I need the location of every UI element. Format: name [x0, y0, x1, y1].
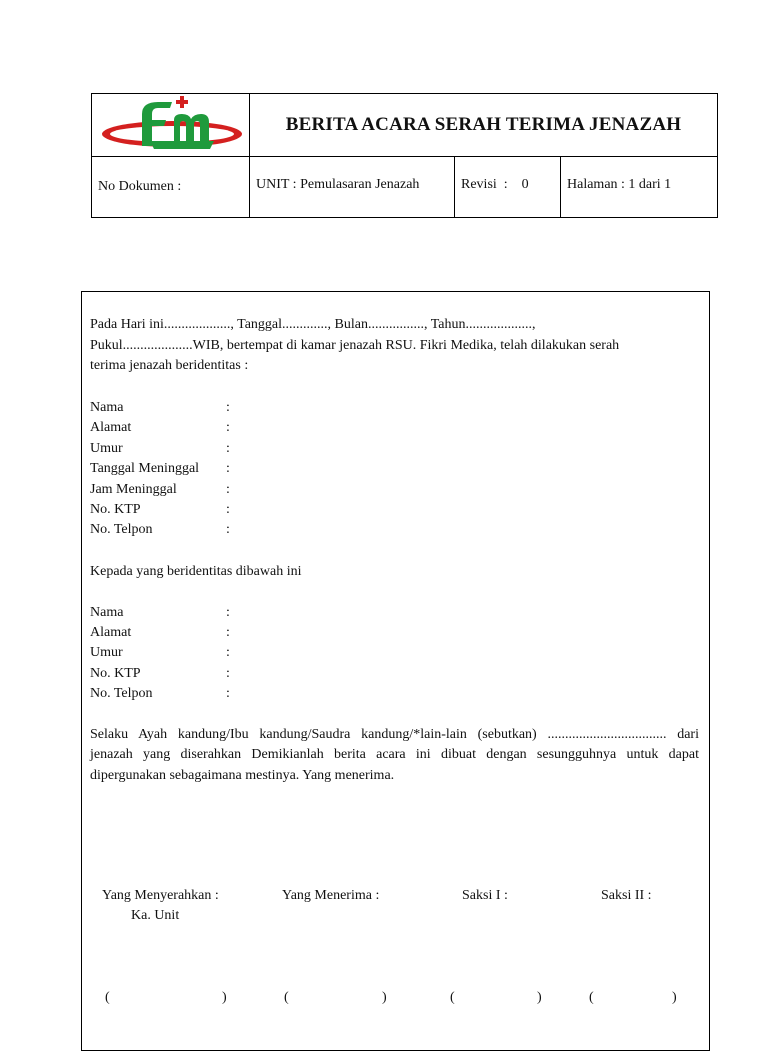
- signature-paren-open: (: [589, 990, 594, 1005]
- field-label: Tanggal Meninggal: [90, 461, 200, 476]
- field-colon: :: [226, 502, 230, 517]
- field-colon: :: [226, 686, 230, 701]
- document-title-cell: [250, 94, 717, 156]
- signature-paren-close: ): [672, 990, 677, 1005]
- field-label: No. Telpon: [90, 522, 153, 537]
- intro-line-3: terima jenazah beridentitas :: [90, 358, 249, 373]
- field-colon: :: [226, 666, 230, 681]
- field-colon: :: [226, 400, 230, 415]
- receiver-intro: Kepada yang beridentitas dibawah ini: [90, 564, 302, 579]
- field-label: No. Telpon: [90, 686, 153, 701]
- intro-line-1: Pada Hari ini..................., Tanggal............., Bulan................, Tahun...................,: [90, 317, 536, 332]
- relation-line-2: jenazah yang diserahkan Demikianlah berita acara ini dibuat dengan sesungguhnya untuk dapat: [90, 747, 699, 762]
- field-colon: :: [226, 645, 230, 660]
- signature-paren-open: (: [105, 990, 110, 1005]
- relation-line-3: dipergunakan sebagaimana mestinya. Yang menerima.: [90, 768, 395, 783]
- field-label: Umur: [90, 441, 123, 456]
- field-colon: :: [226, 441, 230, 456]
- field-label: Alamat: [90, 625, 132, 640]
- signature-label-saksi-1: Saksi I :: [462, 888, 508, 903]
- relation-line-1: Selaku Ayah kandung/Ibu kandung/Saudra kandung/*lain-lain (sebutkan) .................................. dari: [90, 727, 699, 742]
- document-header: [91, 93, 718, 218]
- header-row-title: [92, 94, 717, 157]
- signature-paren-close: ): [382, 990, 387, 1005]
- halaman-label: Halaman : 1 dari 1: [567, 177, 672, 192]
- signature-label-saksi-2: Saksi II :: [601, 888, 652, 903]
- revisi-label: [455, 157, 561, 218]
- form-frame: [81, 291, 710, 1051]
- field-label: No. KTP: [90, 502, 141, 517]
- signature-paren-close: ): [537, 990, 542, 1005]
- field-colon: :: [226, 420, 230, 435]
- field-label: Umur: [90, 645, 123, 660]
- revisi-text: Revisi : 0: [461, 177, 529, 192]
- signature-paren-open: (: [284, 990, 289, 1005]
- signature-sub-ka-unit: Ka. Unit: [131, 908, 180, 923]
- field-label: Nama: [90, 605, 124, 620]
- hospital-logo: [92, 94, 250, 156]
- signature-paren-close: ): [222, 990, 227, 1005]
- field-label: No. KTP: [90, 666, 141, 681]
- field-label: Jam Meninggal: [90, 482, 177, 497]
- no-dokumen: No Dokumen :: [92, 157, 250, 218]
- field-colon: :: [226, 625, 230, 640]
- field-colon: :: [226, 522, 230, 537]
- signature-paren-open: (: [450, 990, 455, 1005]
- intro-line-2: Pukul....................WIB, bertempat di kamar jenazah RSU. Fikri Medika, telah dilakukan serah: [90, 338, 620, 353]
- field-colon: :: [226, 482, 230, 497]
- logo-cell: [92, 94, 250, 156]
- header-row-meta: [92, 157, 717, 218]
- unit-label: UNIT : Pemulasaran Jenazah: [250, 157, 455, 218]
- document-title: BERITA ACARA SERAH TERIMA JENAZAH: [285, 114, 682, 135]
- field-label: Nama: [90, 400, 124, 415]
- field-colon: :: [226, 461, 230, 476]
- field-label: Alamat: [90, 420, 132, 435]
- signature-label-menyerahkan: Yang Menyerahkan :: [102, 888, 219, 903]
- signature-label-menerima: Yang Menerima :: [282, 888, 380, 903]
- field-colon: :: [226, 605, 230, 620]
